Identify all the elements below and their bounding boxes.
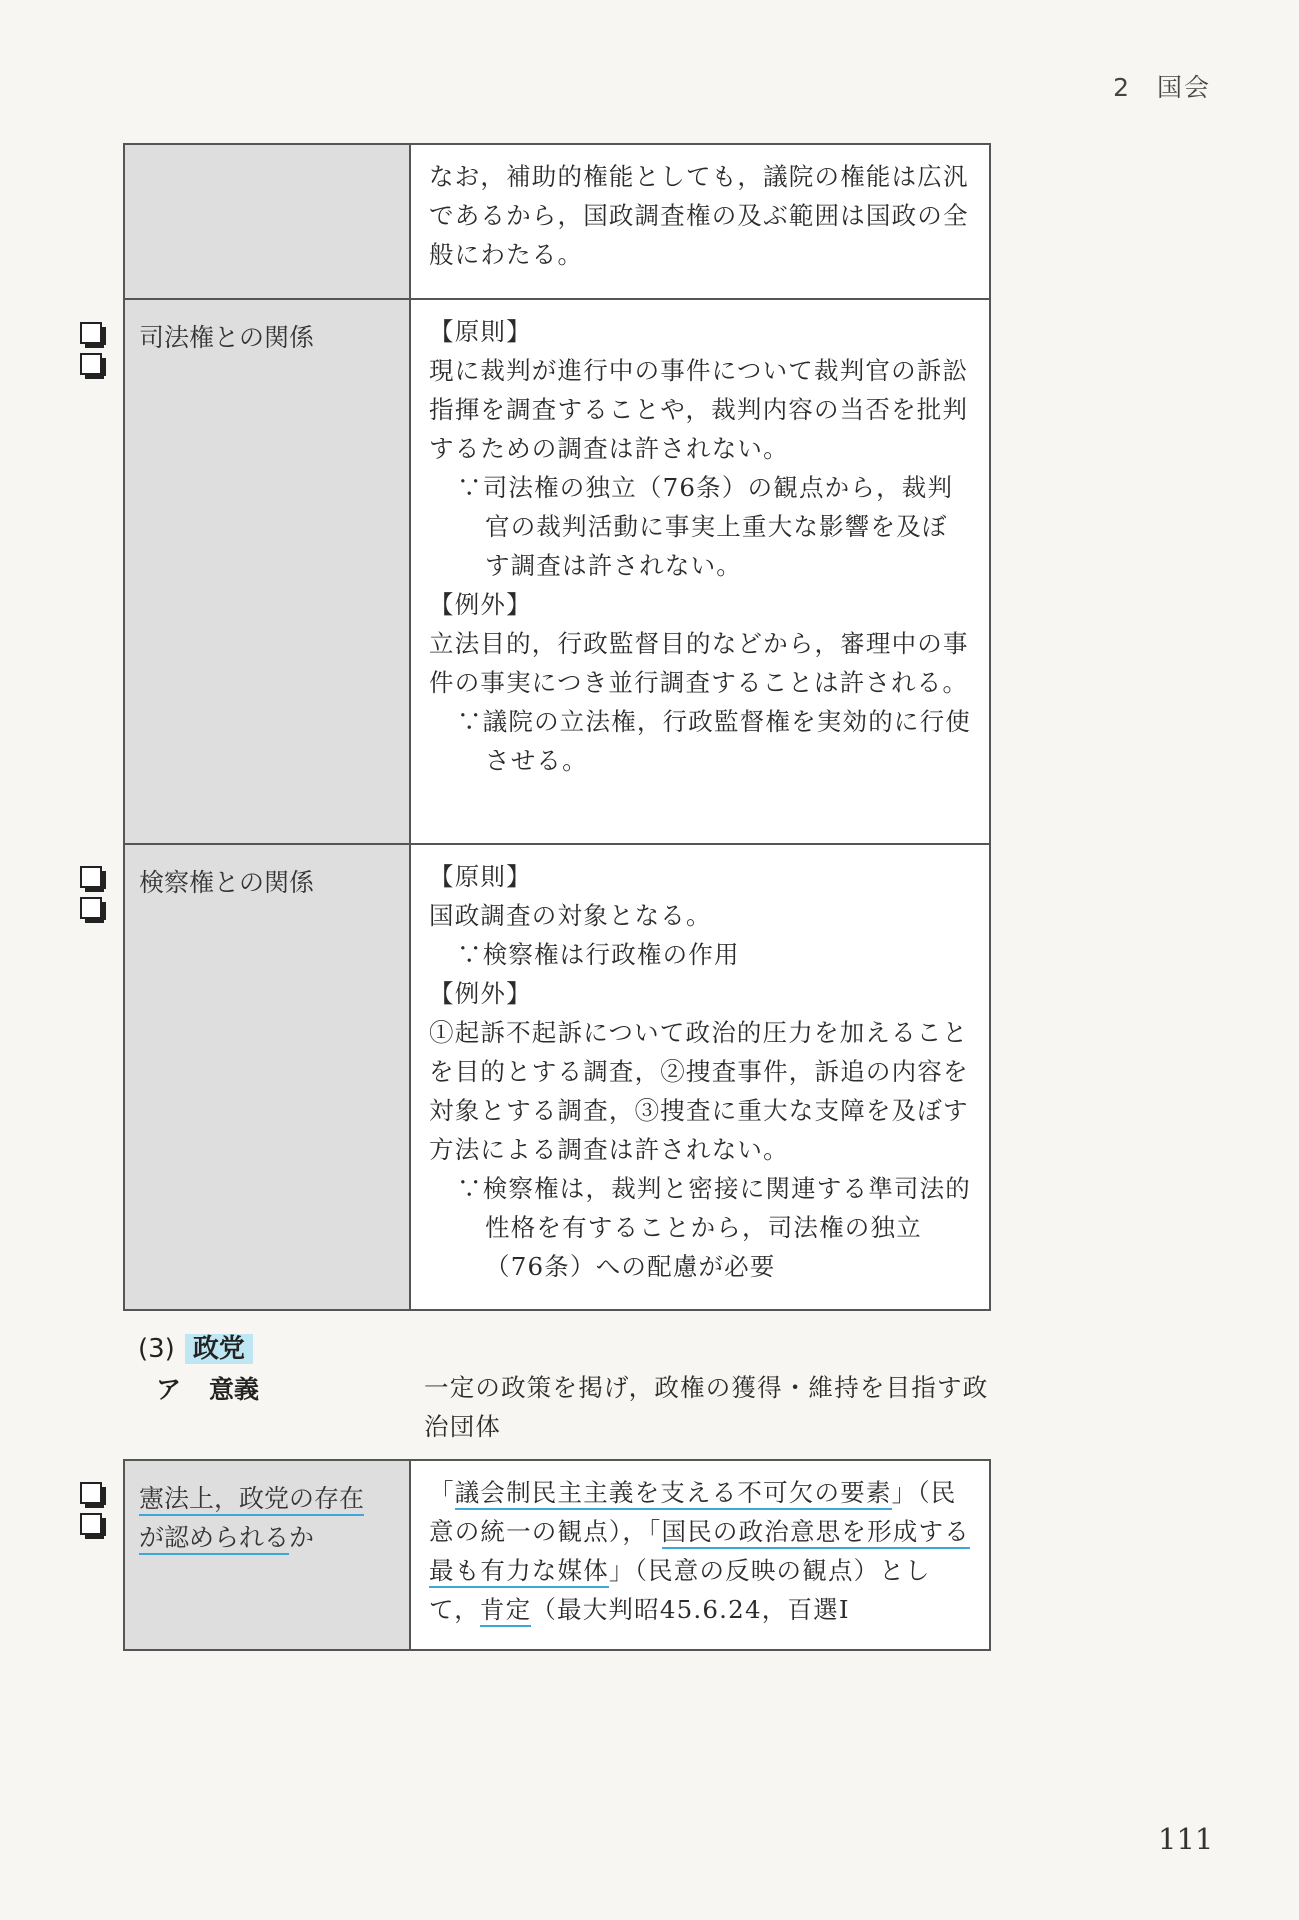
underlined-phrase: 肯定 [480,1595,531,1627]
principle-heading: 【原則】 [429,317,532,346]
subsection-title: 意義 [209,1375,260,1404]
checkbox-icon[interactable] [80,322,102,344]
chapter-title: 国会 [1156,73,1211,102]
party-recognition-table [123,1459,991,1651]
section-heading [138,1328,253,1365]
section-title-highlighted: 政党 [185,1334,253,1364]
underlined-phrase: 国民の政治意思を形成する最も有力な媒体 [429,1517,970,1588]
principle-reason: ∵司法権の独立（76条）の観点から，裁判官の裁判活動に事実上重大な影響を及ぼす調査は許されない。 [457,473,954,580]
row-content-cell [410,1460,990,1650]
table-row [124,299,990,844]
subsection-definition: 一定の政策を掲げ，政権の獲得・維持を目指す政治団体 [424,1373,989,1441]
subsection-marker: ア [156,1375,182,1404]
principle-heading: 【原則】 [429,862,532,891]
review-checkboxes-judicial [80,322,102,384]
checkbox-icon[interactable] [80,866,102,888]
exception-reason: ∵検察権は，裁判と密接に関連する準司法的性格を有することから，司法権の独立（76条）への配慮が必要 [457,1174,971,1281]
principle-reason: ∵検察権は行政権の作用 [457,940,740,969]
party-answer-text: 「議会制民主主義を支える不可欠の要素」（民意の統一の観点），「国民の政治意思を形成する最も有力な媒体」（民意の反映の観点）として，肯定（最大判昭45.6.24，百選Ⅰ [429,1473,973,1629]
running-header [1087,68,1211,104]
exception-reason: ∵議院の立法権，行政監督権を実効的に行使させる。 [457,707,971,775]
exception-text: ①起訴不起訴について政治的圧力を加えることを目的とする調査，②捜査事件，訴追の内容を対象とする調査，③捜査に重大な支障を及ぼす方法による調査は許されない。 [429,1018,969,1164]
underlined-phrase: 議会制民主主義を支える不可欠の要素 [455,1478,892,1510]
row-label-cell [124,844,410,1310]
checkbox-icon[interactable] [80,1513,102,1535]
exception-heading: 【例外】 [429,979,532,1008]
principle-text: 現に裁判が進行中の事件について裁判官の訴訟指揮を調査することや，裁判内容の当否を批判するための調査は許されない。 [429,356,969,463]
exception-text: 立法目的，行政監督目的などから，審理中の事件の事実につき並行調査することは許される。 [429,629,969,697]
row-content-cell [410,299,990,844]
table-row [124,1460,990,1650]
page-number: 111 [1158,1822,1214,1856]
checkbox-icon[interactable] [80,353,102,375]
row-label-cell [124,299,410,844]
chapter-number: 2 [1113,73,1131,102]
party-question-label: 憲法上，政党の存在 が認められるか [125,1461,409,1575]
scope-text: なお，補助的権能としても，議院の権能は広汎であるから，国政調査権の及ぶ範囲は国政の全般にわたる。 [429,162,969,269]
row-content-cell [410,844,990,1310]
subsection-heading [156,1370,259,1406]
row-label-cell [124,1460,410,1650]
checkbox-icon[interactable] [80,897,102,919]
checkbox-icon[interactable] [80,1482,102,1504]
review-checkboxes-prosecution [80,866,102,928]
row-content-cell [410,144,990,299]
prosecution-relation-label: 検察権との関係 [139,868,315,897]
principle-text: 国政調査の対象となる。 [429,901,712,930]
investigation-power-table [123,143,991,1311]
table-row [124,844,990,1310]
section-number: (3) [138,1334,175,1364]
exception-heading: 【例外】 [429,590,532,619]
table-row [124,144,990,299]
judicial-relation-label: 司法権との関係 [139,323,315,352]
review-checkboxes-party [80,1482,102,1544]
row-label-cell [124,144,410,299]
